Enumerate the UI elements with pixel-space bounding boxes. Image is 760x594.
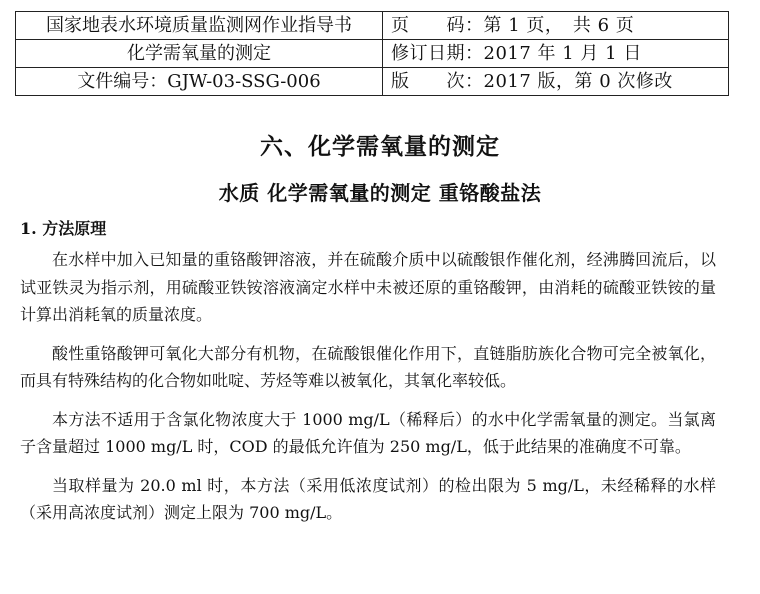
paragraph: 在水样中加入已知量的重铬酸钾溶液，并在硫酸介质中以硫酸银作催化剂，经沸腾回流后，以试亚铁灵为指示剂，用硫酸亚铁铵溶液滴定水样中未被还原的重铬酸钾，由消耗的硫酸亚铁铵的量计算出消耗氧的质量浓度。: [20, 250, 716, 324]
org-title: 国家地表水环境质量监测网作业指导书: [16, 12, 383, 40]
document-header-table: [15, 11, 729, 96]
version-info: 版 次：2017 版，第 0 次修改: [383, 68, 729, 96]
body-text: [20, 246, 716, 538]
header-row: [16, 68, 729, 96]
paragraph: 酸性重铬酸钾可氧化大部分有机物，在硫酸银催化作用下，直链脂肪族化合物可完全被氧化，而具有特殊结构的化合物如吡啶、芳烃等难以被氧化，其氧化率较低。: [20, 343, 716, 390]
page-info: 页 码：第 1 页， 共 6 页: [383, 12, 729, 40]
paragraph: 本方法不适用于含氯化物浓度大于 1000 mg/L（稀释后）的水中化学需氧量的测定。当氯离子含量超过 1000 mg/L 时，COD 的最低允许值为 250 mg/L，低于此结果的准确度不可靠。: [20, 409, 716, 456]
paragraph: 当取样量为 20.0 ml 时，本方法（采用低浓度试剂）的检出限为 5 mg/L，未经稀释的水样（采用高浓度试剂）测定上限为 700 mg/L。: [20, 475, 716, 522]
method-title: 水质 化学需氧量的测定 重铬酸盐法: [218, 181, 542, 205]
header-row: [16, 40, 729, 68]
revision-date: 修订日期：2017 年 1 月 1 日: [383, 40, 729, 68]
doc-subject: 化学需氧量的测定: [16, 40, 383, 68]
file-number: 文件编号：GJW-03-SSG-006: [16, 68, 383, 96]
chapter-title: 六、化学需氧量的测定: [260, 133, 500, 160]
header-row: [16, 12, 729, 40]
section-heading: 1. 方法原理: [20, 219, 107, 238]
